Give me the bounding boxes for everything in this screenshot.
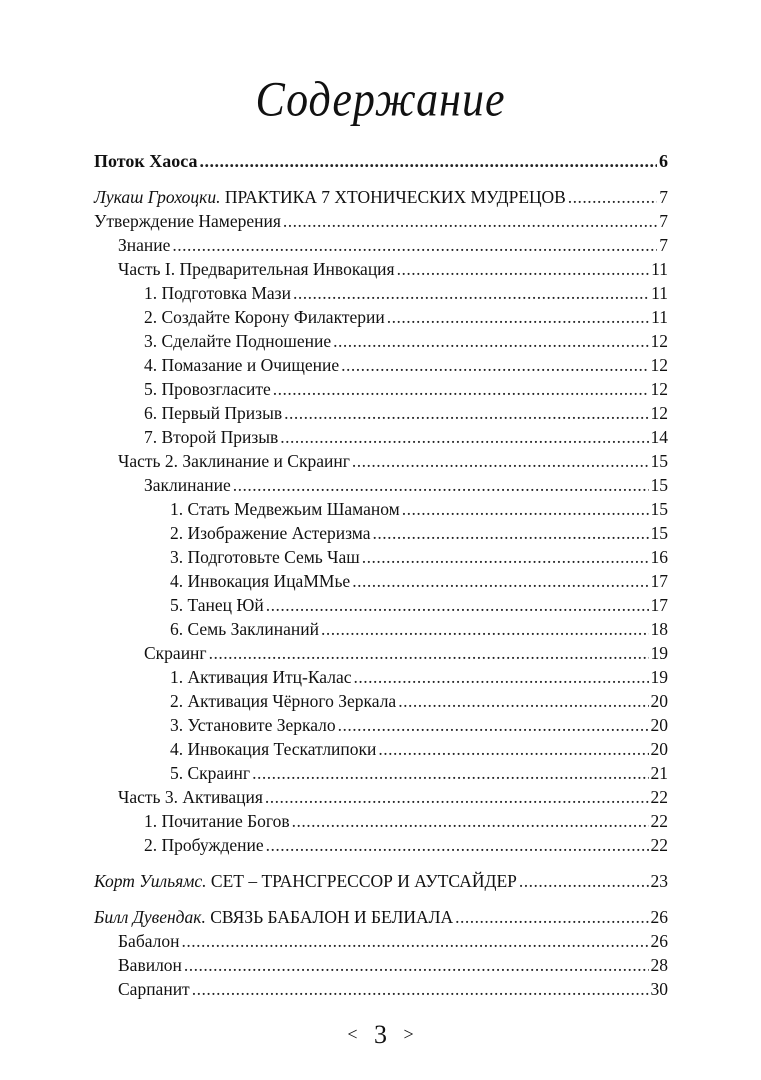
toc-entry-label: Билл Дувендак. СВЯЗЬ БАБАЛОН И БЕЛИАЛА [94, 907, 454, 927]
dot-leader [519, 869, 649, 893]
toc-entry[interactable] [118, 977, 668, 1001]
toc-entry[interactable] [94, 905, 668, 929]
dot-leader [373, 521, 649, 545]
toc-entry-label: Часть 3. Активация [118, 787, 263, 807]
toc-entry-page: 14 [650, 427, 668, 447]
toc-entry-label: Поток Хаоса [94, 151, 198, 171]
toc-entry[interactable] [170, 665, 668, 689]
toc-entry[interactable] [118, 257, 668, 281]
toc-entry-label: Сарпанит [118, 979, 190, 999]
dot-leader [354, 665, 649, 689]
dot-leader [292, 809, 649, 833]
toc-entry-page: 22 [650, 811, 668, 831]
dot-leader [387, 305, 649, 329]
dot-leader [283, 209, 657, 233]
toc-entry[interactable] [170, 737, 668, 761]
toc-entry-label: 3. Установите Зеркало [170, 715, 336, 735]
dot-leader [266, 833, 649, 857]
toc-entry-label: 2. Изображение Астеризма [170, 523, 371, 543]
toc-entry-page: 15 [650, 523, 668, 543]
toc-entry[interactable] [144, 281, 668, 305]
toc-entry-page: 30 [650, 979, 668, 999]
toc-entry[interactable] [170, 761, 668, 785]
dot-leader [280, 425, 648, 449]
toc-entry-page: 19 [650, 643, 668, 663]
toc-entry[interactable] [94, 149, 668, 173]
toc-entry-page: 22 [650, 787, 668, 807]
toc-entry[interactable] [144, 305, 668, 329]
dot-leader [252, 761, 648, 785]
toc-entry-label: Вавилон [118, 955, 182, 975]
toc-entry-label: Часть 2. Заклинание и Скраинг [118, 451, 350, 471]
toc-entry-label: Лукаш Грохоцки. ПРАКТИКА 7 ХТОНИЧЕСКИХ МУДРЕЦОВ [94, 187, 566, 207]
dot-leader [233, 473, 649, 497]
toc-entry[interactable] [144, 473, 668, 497]
toc-entry-page: 26 [650, 931, 668, 951]
toc-entry-page: 7 [659, 211, 668, 231]
toc-entry-label: 1. Почитание Богов [144, 811, 290, 831]
toc-entry[interactable] [144, 377, 668, 401]
toc-entry[interactable] [144, 641, 668, 665]
toc-entry-page: 12 [650, 355, 668, 375]
dot-leader [265, 785, 649, 809]
toc-entry[interactable] [170, 593, 668, 617]
dot-leader [341, 353, 648, 377]
dot-leader [378, 737, 648, 761]
toc-entry[interactable] [118, 449, 668, 473]
dot-leader [362, 545, 649, 569]
toc-entry[interactable] [144, 809, 668, 833]
author-name: Корт Уильямс. [94, 871, 207, 891]
dot-leader [284, 401, 648, 425]
toc-entry-label: 6. Семь Заклинаний [170, 619, 319, 639]
toc-entry-page: 11 [651, 283, 668, 303]
toc-entry-label: 2. Активация Чёрного Зеркала [170, 691, 397, 711]
dot-leader [209, 641, 649, 665]
toc-entry-page: 18 [650, 619, 668, 639]
toc-entry-label: 4. Инвокация ИцаММье [170, 571, 351, 591]
toc-entry-page: 12 [650, 403, 668, 423]
toc-entry[interactable] [118, 929, 668, 953]
toc-entry-page: 12 [650, 331, 668, 351]
toc-entry[interactable] [170, 569, 668, 593]
toc-entry[interactable] [170, 689, 668, 713]
dot-leader [455, 905, 648, 929]
dot-leader [352, 569, 648, 593]
toc-entry-label: 3. Сделайте Подношение [144, 331, 332, 351]
toc-entry-page: 19 [650, 667, 668, 687]
toc-entry-page: 6 [659, 151, 668, 171]
toc-entry-label: 2. Создайте Корону Филактерии [144, 307, 385, 327]
toc-entry-label: Бабалон [118, 931, 180, 951]
dot-leader [293, 281, 649, 305]
toc-entry-label: Часть I. Предварительная Инвокация [118, 259, 395, 279]
author-name: Лукаш Грохоцки. [94, 187, 221, 207]
dot-leader [266, 593, 649, 617]
dot-leader [398, 689, 648, 713]
dot-leader [338, 713, 649, 737]
toc-entry[interactable] [170, 617, 668, 641]
toc-entry[interactable] [170, 713, 668, 737]
toc-entry-label: Скраинг [144, 643, 207, 663]
toc-entry-label: Утверждение Намерения [94, 211, 281, 231]
toc-entry-page: 20 [650, 691, 668, 711]
dot-leader [352, 449, 649, 473]
toc-entry-page: 11 [651, 307, 668, 327]
page-title: Содержание [255, 72, 506, 127]
toc-entry[interactable] [94, 209, 668, 233]
dot-leader [273, 377, 649, 401]
toc-entry-page: 26 [650, 907, 668, 927]
dot-leader [402, 497, 649, 521]
dot-leader [568, 185, 657, 209]
toc-entry-page: 17 [650, 571, 668, 591]
toc-entry-page: 20 [650, 715, 668, 735]
dot-leader [321, 617, 649, 641]
left-ornament: < [347, 1024, 358, 1044]
toc-entry-label: 5. Скраинг [170, 763, 251, 783]
toc-entry-label: 5. Танец Юй [170, 595, 264, 615]
toc-entry-label: Знание [118, 235, 171, 255]
toc-entry-page: 21 [650, 763, 668, 783]
toc-entry-label: 1. Активация Итц-Калас [170, 667, 352, 687]
toc-entry-page: 17 [650, 595, 668, 615]
toc-entry-label: 3. Подготовьте Семь Чаш [170, 547, 360, 567]
toc-entry[interactable] [144, 425, 668, 449]
toc-entry-label: 4. Инвокация Тескатлипоки [170, 739, 377, 759]
toc-entry[interactable] [94, 185, 668, 209]
toc-entry-label: 2. Пробуждение [144, 835, 264, 855]
toc-entry-page: 20 [650, 739, 668, 759]
toc-entry[interactable] [144, 401, 668, 425]
toc-entry-page: 15 [650, 499, 668, 519]
dot-leader [192, 977, 649, 1001]
toc-entry-label: 4. Помазание и Очищение [144, 355, 340, 375]
dot-leader [184, 953, 649, 977]
dot-leader [172, 233, 657, 257]
right-ornament: > [403, 1024, 414, 1044]
dot-leader [333, 329, 648, 353]
toc-entry-label: 5. Провозгласите [144, 379, 271, 399]
toc-entry-label: 1. Подготовка Мази [144, 283, 291, 303]
author-name: Билл Дувендак. [94, 907, 206, 927]
page-number: 3 [374, 1020, 387, 1049]
toc-entry-page: 23 [650, 871, 668, 891]
toc-entry[interactable] [94, 869, 668, 893]
dot-leader [182, 929, 649, 953]
page-footer [0, 1018, 761, 1051]
toc-entry[interactable] [118, 233, 668, 257]
toc-entry-label: 7. Второй Призыв [144, 427, 279, 447]
toc-entry-page: 7 [659, 235, 668, 255]
toc-entry-label: 6. Первый Призыв [144, 403, 283, 423]
toc-entry-page: 7 [659, 187, 668, 207]
toc-entry[interactable] [170, 545, 668, 569]
dot-leader [397, 257, 650, 281]
toc-entry[interactable] [170, 497, 668, 521]
toc-entry-page: 15 [650, 451, 668, 471]
toc-entry[interactable] [144, 329, 668, 353]
toc-entry[interactable] [144, 833, 668, 857]
toc-entry-label: Корт Уильямс. СЕТ – ТРАНСГРЕССОР И АУТСАЙДЕР [94, 871, 517, 891]
toc-entry-page: 16 [650, 547, 668, 567]
toc-entry-label: 1. Стать Медвежьим Шаманом [170, 499, 400, 519]
toc-entry[interactable] [144, 353, 668, 377]
toc-entry-page: 28 [650, 955, 668, 975]
toc-entry-page: 11 [651, 259, 668, 279]
toc-entry-label: Заклинание [144, 475, 231, 495]
toc-entry[interactable] [118, 953, 668, 977]
dot-leader [199, 149, 657, 173]
toc-entry-page: 22 [650, 835, 668, 855]
toc-entry-page: 15 [650, 475, 668, 495]
toc-entry-page: 12 [650, 379, 668, 399]
toc-entry[interactable] [170, 521, 668, 545]
toc-entry[interactable] [118, 785, 668, 809]
